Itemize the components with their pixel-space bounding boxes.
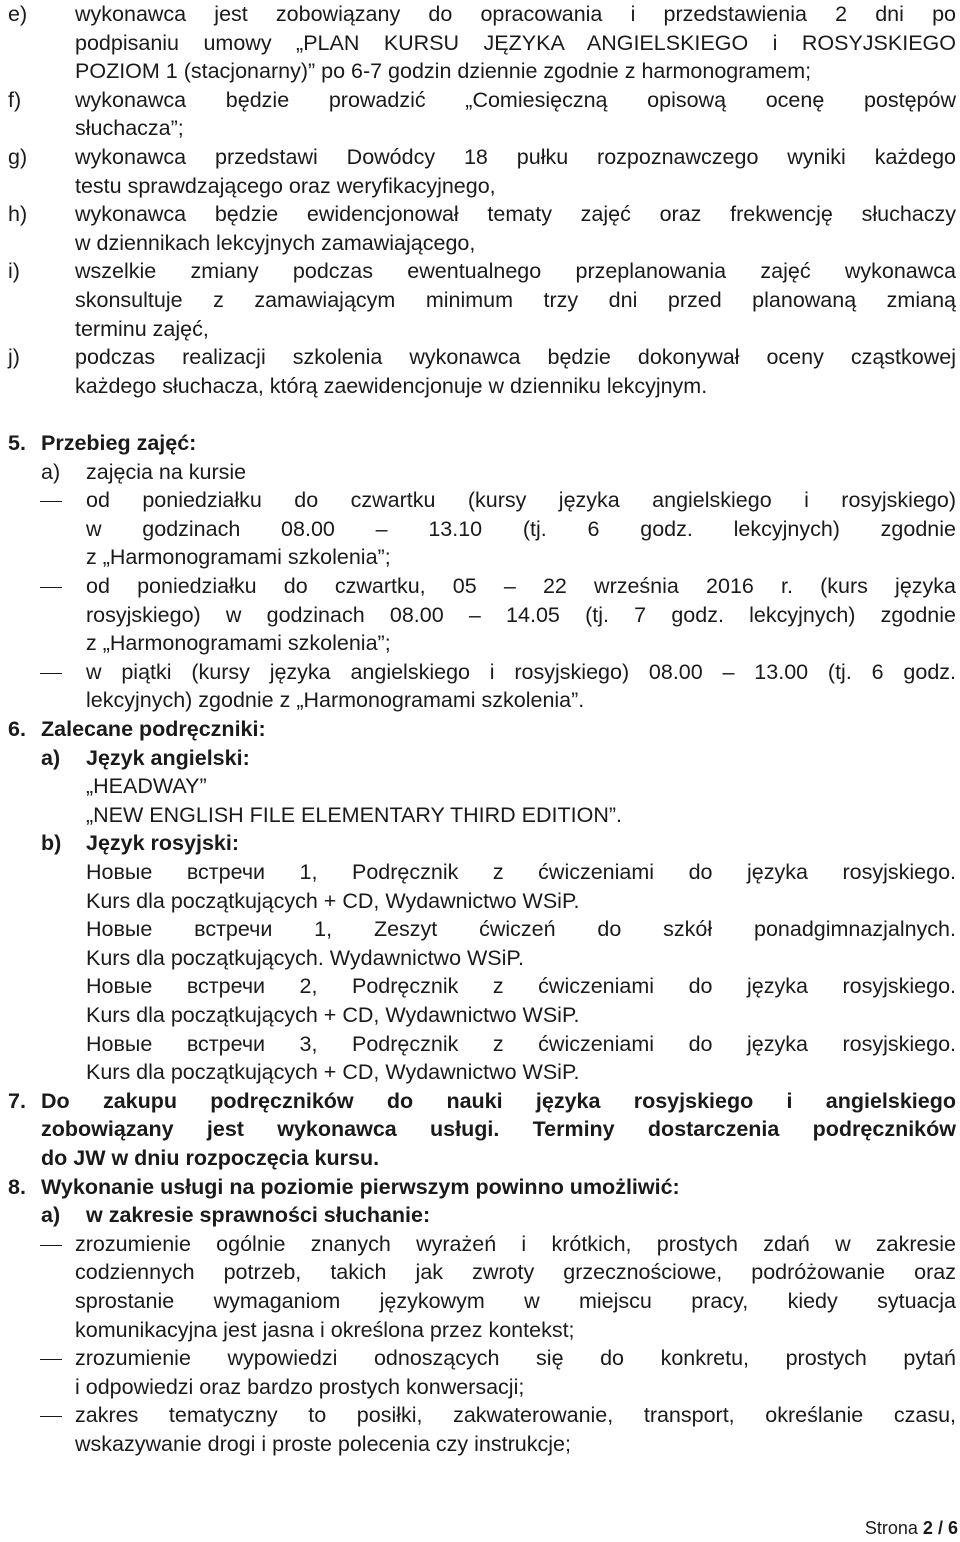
list-item-text-line: skonsultuje z zamawiającym minimum trzy dni przed planowaną zmianą: [75, 287, 956, 312]
list-item-label: e): [8, 2, 28, 26]
list-item-text: [75, 0, 956, 86]
section-5-dash-item: [86, 486, 956, 572]
list-item-label: i): [8, 259, 20, 284]
footer-page-number: 2: [922, 1518, 933, 1538]
list-item-text-line: wykonawca przedstawi Dowódcy 18 pułku rozpoznawczego wyniki każdego: [75, 145, 956, 169]
section-6-number: 6.: [8, 717, 26, 741]
list-item-text-line: podczas realizacji szkolenia wykonawca będzie dokonywał oceny cząstkowej: [75, 345, 956, 370]
list-item-label: h): [8, 202, 28, 227]
section-8-dash-item-line: wskazywanie drogi i proste polecenia czy instrukcje;: [75, 1431, 571, 1456]
section-5-dash-item-line: od poniedziałku do czwartku (kursy języka angielskiego i rosyjskiego): [86, 488, 956, 513]
list-item-text-line: słuchacza”;: [75, 116, 184, 141]
footer-total-pages: 6: [947, 1518, 958, 1538]
section-7-text-line: Do zakupu podręczników do nauki języka rosyjskiego i angielskiego: [41, 1088, 956, 1113]
section-6-title: Zalecane podręczniki:: [41, 717, 266, 741]
section-5-dash-item-line: lekcyjnych) zgodnie z „Harmonogramami szkolenia”.: [86, 688, 585, 713]
list-item-text-line: testu sprawdzającego oraz weryfikacyjnego,: [75, 173, 496, 198]
english-books-line: „HEADWAY”: [86, 774, 207, 799]
section-6-a-title: Język angielski:: [86, 745, 250, 770]
page-footer: [865, 1517, 958, 1539]
list-item-text-line: wykonawca jest zobowiązany do opracowania i przedstawienia 2 dni po: [75, 2, 956, 26]
section-6-b-title: Język rosyjski:: [86, 831, 239, 856]
section-5-sub-title: zajęcia na kursie: [86, 459, 247, 484]
dash-bullet: [40, 1245, 62, 1246]
section-7-text-line: do JW w dniu rozpoczęcia kursu.: [41, 1145, 380, 1170]
list-item-text-line: wykonawca będzie ewidencjonował tematy zajęć oraz frekwencję słuchaczy: [75, 202, 956, 227]
section-5-dash-item-line: rosyjskiego) w godzinach 08.00 – 14.05 (tj. 7 godz. lekcyjnych) zgodnie: [86, 602, 956, 627]
russian-book-entry-line: Новые встречи 2, Podręcznik z ćwiczeniami do języka rosyjskiego.: [86, 974, 956, 999]
section-5-sub-label: a): [41, 459, 61, 484]
section-8-dash-item: [75, 1230, 956, 1344]
section-5-number: 5.: [8, 431, 26, 455]
section-5-dash-item-line: od poniedziałku do czwartku, 05 – 22 września 2016 r. (kurs języka: [86, 574, 956, 598]
dash-bullet: [40, 501, 62, 502]
footer-separator: /: [937, 1518, 943, 1538]
section-8-number: 8.: [8, 1174, 26, 1199]
section-8-dash-item-line: zrozumienie ogólnie znanych wyrażeń i krótkich, prostych zdań w zakresie: [75, 1231, 956, 1256]
dash-bullet: [40, 1416, 62, 1417]
section-8-dash-item: [75, 1344, 956, 1401]
dash-bullet: [40, 1359, 62, 1360]
dash-bullet: [40, 587, 62, 588]
russian-book-entry-line: Kurs dla początkujących. Wydawnictwo WSiP.: [86, 945, 524, 970]
dash-bullet: [40, 673, 62, 674]
list-item-text: [75, 143, 956, 200]
english-books: [86, 772, 956, 829]
section-5-dash-item-line: w godzinach 08.00 – 13.10 (tj. 6 godz. lekcyjnych) zgodnie: [86, 516, 956, 541]
section-7-text: [41, 1087, 956, 1173]
russian-book-entry: [86, 858, 956, 915]
list-item-label: f): [8, 87, 22, 112]
list-item-label: g): [8, 145, 28, 169]
russian-book-entry-line: Новые встречи 1, Zeszyt ćwiczeń do szkół ponadgimnazjalnych.: [86, 917, 956, 942]
list-item-label: j): [8, 345, 20, 370]
section-8-dash-item-line: zakres tematyczny to posiłki, zakwaterowanie, transport, określanie czasu,: [75, 1403, 956, 1428]
russian-book-entry: [86, 972, 956, 1029]
list-item-text: [75, 200, 956, 257]
section-8-dash-item-line: codziennych potrzeb, takich jak zwroty grzecznościowe, podróżowanie oraz: [75, 1260, 956, 1285]
russian-book-entry-line: Kurs dla początkujących + CD, Wydawnictwo WSiP.: [86, 1060, 580, 1085]
section-8-dash-item-line: i odpowiedzi oraz bardzo prostych konwersacji;: [75, 1374, 525, 1399]
russian-book-entry-line: Новые встречи 1, Podręcznik z ćwiczeniami do języka rosyjskiego.: [86, 860, 956, 884]
section-8-dash-item-line: zrozumienie wypowiedzi odnoszących się do konkretu, prostych pytań: [75, 1346, 956, 1371]
section-8-a-title: w zakresie sprawności słuchanie:: [86, 1203, 431, 1228]
list-item-text: [75, 257, 956, 343]
list-item-text-line: wykonawca będzie prowadzić „Comiesięczną opisową ocenę postępów: [75, 87, 956, 112]
section-5-title: Przebieg zajęć:: [41, 431, 197, 455]
list-item-text-line: każdego słuchacza, którą zaewidencjonuje w dzienniku lekcyjnym.: [75, 373, 708, 398]
russian-book-entry-line: Kurs dla początkujących + CD, Wydawnictwo WSiP.: [86, 1002, 580, 1027]
list-item-text: [75, 86, 956, 143]
list-item-text-line: w dziennikach lekcyjnych zamawiającego,: [75, 230, 476, 255]
list-item-text-line: podpisaniu umowy „PLAN KURSU JĘZYKA ANGIELSKIEGO i ROSYJSKIEGO: [75, 30, 956, 55]
russian-book-entry: [86, 915, 956, 972]
russian-book-entry-line: Новые встречи 3, Podręcznik z ćwiczeniami do języka rosyjskiego.: [86, 1031, 956, 1056]
section-8-dash-item: [75, 1401, 956, 1458]
footer-prefix: Strona: [864, 1518, 918, 1538]
section-8-dash-item-line: sprostanie wymaganiom językowym w miejscu pracy, kiedy sytuacja: [75, 1288, 956, 1313]
section-8-a-label: a): [41, 1203, 61, 1228]
section-6-a-label: a): [41, 745, 61, 770]
section-5-dash-item: [86, 658, 956, 715]
section-5-dash-item-line: w piątki (kursy języka angielskiego i rosyjskiego) 08.00 – 13.00 (tj. 6 godz.: [86, 659, 956, 684]
english-books-line: „NEW ENGLISH FILE ELEMENTARY THIRD EDITION”.: [86, 802, 622, 827]
section-8-title: Wykonanie usługi na poziomie pierwszym powinno umożliwić:: [41, 1174, 680, 1199]
section-6-b-label: b): [41, 831, 62, 856]
section-7-number: 7.: [8, 1088, 26, 1113]
list-item-text-line: terminu zajęć,: [75, 316, 209, 341]
section-8-dash-item-line: komunikacyjna jest jasna i określona przez kontekst;: [75, 1317, 575, 1342]
russian-book-entry: [86, 1030, 956, 1087]
list-item-text-line: POZIOM 1 (stacjonarny)” po 6-7 godzin dziennie zgodnie z harmonogramem;: [75, 59, 812, 84]
russian-book-entry-line: Kurs dla początkujących + CD, Wydawnictwo WSiP.: [86, 888, 580, 913]
list-item-text: [75, 343, 956, 400]
section-5-dash-item-line: z „Harmonogramami szkolenia”;: [86, 545, 391, 570]
section-5-dash-item: [86, 572, 956, 658]
section-7-text-line: zobowiązany jest wykonawca usługi. Terminy dostarczenia podręczników: [41, 1117, 956, 1142]
section-5-dash-item-line: z „Harmonogramami szkolenia”;: [86, 631, 391, 656]
list-item-text-line: wszelkie zmiany podczas ewentualnego przeplanowania zajęć wykonawca: [75, 259, 956, 284]
